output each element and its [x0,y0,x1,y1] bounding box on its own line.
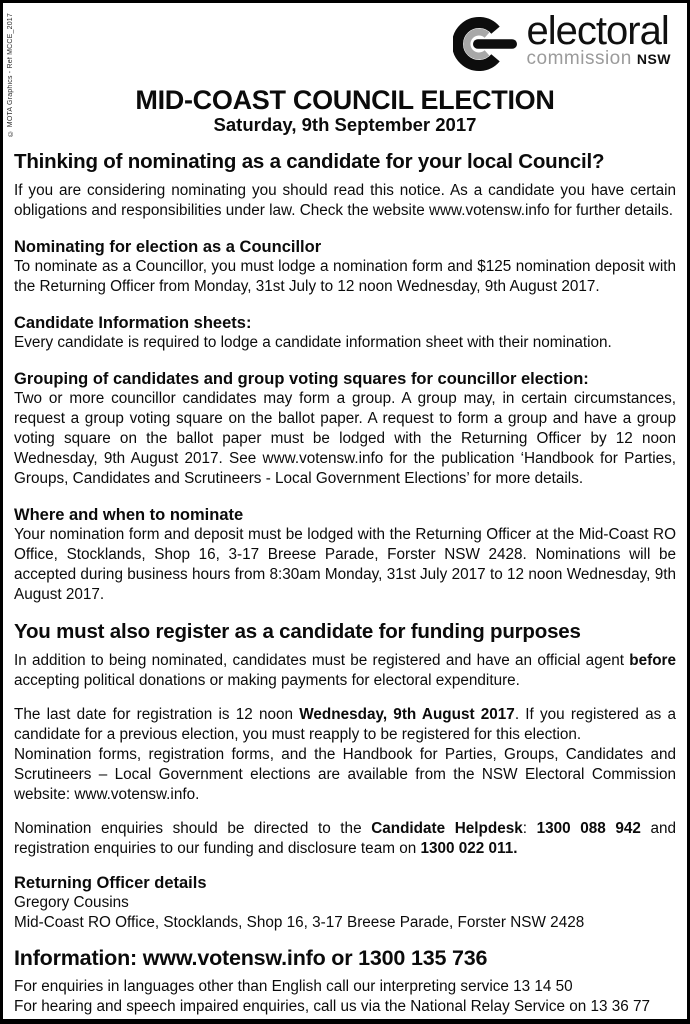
electoral-commission-logo [14,3,676,81]
returning-officer-name: Gregory Cousins [14,894,129,911]
intro-heading: Thinking of nominating as a candidate for your local Council? [14,150,605,173]
section-heading-nominating: Nominating for election as a Councillor [14,238,322,256]
electoral-commission-mark-icon [453,11,523,82]
returning-officer-address: Mid-Coast RO Office, Stocklands, Shop 16, 3-17 Breese Parade, Forster NSW 2428 [14,914,585,931]
print-credit-vertical: © MOTA Graphics - Ref MCCE_2017 [7,13,14,137]
information-heading: Information: www.votensw.info or 1300 135 736 [14,946,488,970]
section-paragraph-information-sheets: Every candidate is required to lodge a candidate information sheet with their nomination. [14,334,612,351]
section-heading-grouping: Grouping of candidates and group voting squares for councillor election: [14,370,589,388]
section-paragraph-grouping: Two or more councillor candidates may form a group. A group may, in certain circumstances, request a group voting square on the ballot paper. A request to form a group and have a group voting square on the ballot paper must be lodged with the Returning Officer by 12 noon Wednesday, 9th August 2017. See www.votensw.info for the publication ‘Handbook for Parties, Groups, Candidates and Scrutineers - Local Government Elections’ for more details. [14,390,676,487]
logo-word-electoral: electoral [526,9,669,53]
section-paragraph-nominating: To nominate as a Councillor, you must lodge a nomination form and $125 nomination deposit with the Returning Officer from Monday, 31st July to 12 noon Wednesday, 9th August 2017. [14,258,676,295]
logo-word-commission: commission [526,48,632,69]
enquiries-paragraph: Nomination enquiries should be directed to the Candidate Helpdesk: 1300 088 942 and registration enquiries to our funding and disclosure team on 1300 022 011. [14,820,677,857]
funding-paragraph-2: The last date for registration is 12 noon Wednesday, 9th August 2017. If you registered as a candidate for a previous election, you must reapply to be registered for this election. [14,706,676,743]
returning-officer-heading: Returning Officer details [14,874,207,892]
page-title: MID-COAST COUNCIL ELECTION [135,85,555,115]
section-heading-information-sheets: Candidate Information sheets: [14,314,252,332]
logo-wordmark [527,11,674,68]
funding-paragraph-1: In addition to being nominated, candidates must be registered and have an official agent before accepting political donations or making payments for electoral expenditure. [14,652,676,689]
section-heading-where-when: Where and when to nominate [14,506,244,524]
funding-heading: You must also register as a candidate for funding purposes [14,620,581,643]
election-date: Saturday, 9th September 2017 [213,114,477,135]
funding-paragraph-3: Nomination forms, registration forms, and the Handbook for Parties, Groups, Candidates and Scrutineers – Local Government elections are available from the NSW Electoral Commission website: www.votensw.info. [14,746,676,803]
intro-paragraph: If you are considering nominating you should read this notice. As a candidate you have certain obligations and responsibilities under law. Check the website www.votensw.info for further details. [14,182,676,219]
interpreting-service-line: For enquiries in languages other than English call our interpreting service 13 14 50 [14,978,573,995]
logo-word-nsw: NSW [636,51,671,67]
section-paragraph-where-when: Your nomination form and deposit must be lodged with the Returning Officer at the Mid-Coast RO Office, Stocklands, Shop 16, 3-17 Breese Parade, Forster NSW 2428. Nominations will be accepted during business hours from 8:30am Monday, 31st July 2017 to 12 noon Wednesday, 9th August 2017. [14,526,676,603]
relay-service-line: For hearing and speech impaired enquiries, call us via the National Relay Service on 13 36 77 [14,998,651,1015]
